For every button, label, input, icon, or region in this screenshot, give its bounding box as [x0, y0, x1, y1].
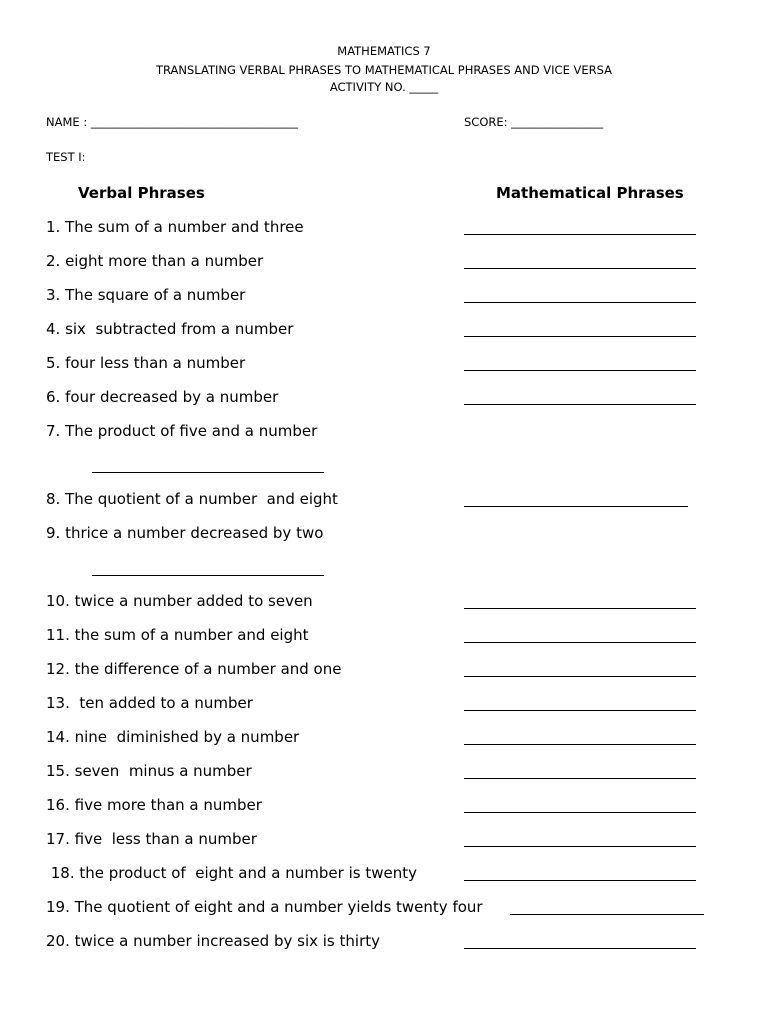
item-10: 10. twice a number added to seven [46, 592, 313, 610]
answer-line-12 [464, 676, 696, 677]
answer-line-11 [464, 642, 696, 643]
item-19: 19. The quotient of eight and a number yields twenty four [46, 898, 483, 916]
worksheet-title: TRANSLATING VERBAL PHRASES TO MATHEMATICAL PHRASES AND VICE VERSA [155, 63, 612, 77]
item-7: 7. The product of five and a number [46, 422, 318, 440]
answer-line-1 [464, 234, 696, 235]
answer-line-2 [464, 268, 696, 269]
answer-line-8 [464, 506, 688, 507]
item-8: 8. The quotient of a number and eight [46, 490, 338, 508]
mathematical-phrases-heading: Mathematical Phrases [496, 184, 684, 202]
item-3: 3. The square of a number [46, 286, 246, 304]
test-label: TEST I: [46, 150, 86, 164]
item-4: 4. six subtracted from a number [46, 320, 294, 338]
item-12: 12. the difference of a number and one [46, 660, 342, 678]
answer-line-19 [510, 914, 704, 915]
item-5: 5. four less than a number [46, 354, 246, 372]
answer-line-7 [92, 472, 324, 473]
answer-line-3 [464, 302, 696, 303]
answer-line-14 [464, 744, 696, 745]
item-18: 18. the product of eight and a number is twenty [46, 864, 417, 882]
item-1: 1. The sum of a number and three [46, 218, 304, 236]
activity-number: ACTIVITY NO. _____ [329, 80, 439, 94]
item-20: 20. twice a number increased by six is thirty [46, 932, 380, 950]
answer-line-6 [464, 404, 696, 405]
name-field: NAME : ____________________________________ [46, 115, 298, 129]
answer-line-18 [464, 880, 696, 881]
item-14: 14. nine diminished by a number [46, 728, 300, 746]
item-9: 9. thrice a number decreased by two [46, 524, 324, 542]
subject-title: MATHEMATICS 7 [337, 44, 431, 58]
verbal-phrases-heading: Verbal Phrases [78, 184, 205, 202]
item-16: 16. five more than a number [46, 796, 262, 814]
item-13: 13. ten added to a number [46, 694, 253, 712]
answer-line-9 [92, 575, 324, 576]
score-field: SCORE: ________________ [464, 115, 604, 129]
item-11: 11. the sum of a number and eight [46, 626, 309, 644]
answer-line-10 [464, 608, 696, 609]
answer-line-13 [464, 710, 696, 711]
answer-line-17 [464, 846, 696, 847]
item-17: 17. five less than a number [46, 830, 257, 848]
item-6: 6. four decreased by a number [46, 388, 279, 406]
item-2: 2. eight more than a number [46, 252, 264, 270]
answer-line-16 [464, 812, 696, 813]
answer-line-4 [464, 336, 696, 337]
answer-line-5 [464, 370, 696, 371]
answer-line-20 [464, 948, 696, 949]
item-15: 15. seven minus a number [46, 762, 252, 780]
answer-line-15 [464, 778, 696, 779]
